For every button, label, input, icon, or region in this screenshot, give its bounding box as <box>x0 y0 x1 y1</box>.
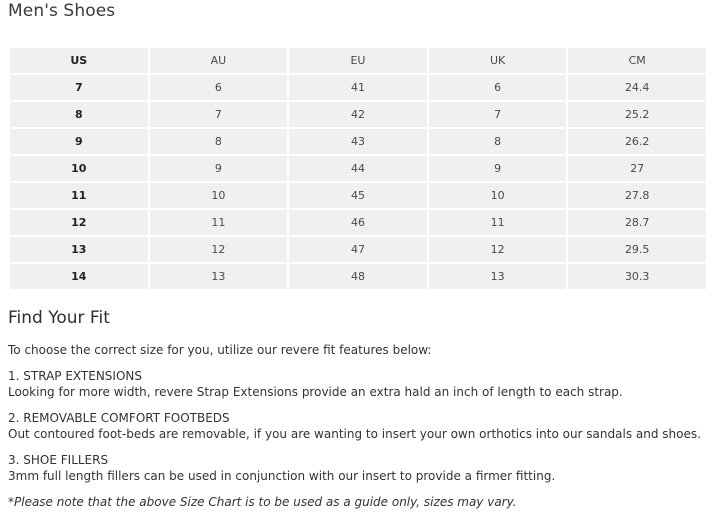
cell-eu: 44 <box>289 156 427 181</box>
cell-uk: 9 <box>429 156 567 181</box>
page-title: Men's Shoes <box>8 1 116 21</box>
table-row <box>10 237 706 262</box>
shoe-fillers-heading: 3. SHOE FILLERS <box>8 453 109 467</box>
cell-cm: 27.8 <box>568 183 706 208</box>
cell-uk: 6 <box>429 75 567 100</box>
comfort-footbeds-heading: 2. REMOVABLE COMFORT FOOTBEDS <box>8 411 230 425</box>
cell-eu: 46 <box>289 210 427 235</box>
cell-au: 8 <box>150 129 288 154</box>
cell-au: 11 <box>150 210 288 235</box>
table-row <box>10 264 706 289</box>
find-your-fit-heading: Find Your Fit <box>8 308 110 328</box>
table-row <box>10 210 706 235</box>
cell-us: 7 <box>10 75 148 100</box>
cell-cm: 24.4 <box>568 75 706 100</box>
cell-eu: 43 <box>289 129 427 154</box>
cell-cm: 25.2 <box>568 102 706 127</box>
cell-cm: 29.5 <box>568 237 706 262</box>
cell-eu: 47 <box>289 237 427 262</box>
size-chart-table <box>8 46 708 291</box>
cell-uk: 8 <box>429 129 567 154</box>
table-row <box>10 102 706 127</box>
comfort-footbeds-text: Out contoured foot-beds are removable, if you are wanting to insert your own orthotics into our sandals and shoes. <box>8 427 701 441</box>
shoe-fillers-text: 3mm full length fillers can be used in conjunction with our insert to provide a firmer fitting. <box>8 469 556 483</box>
cell-uk: 13 <box>429 264 567 289</box>
table-row <box>10 75 706 100</box>
cell-cm: 28.7 <box>568 210 706 235</box>
header-eu: EU <box>289 48 427 73</box>
table-row <box>10 129 706 154</box>
cell-eu: 42 <box>289 102 427 127</box>
strap-extensions-text: Looking for more width, revere Strap Extensions provide an extra hald an inch of length to each strap. <box>8 385 623 399</box>
cell-uk: 7 <box>429 102 567 127</box>
cell-uk: 12 <box>429 237 567 262</box>
cell-eu: 45 <box>289 183 427 208</box>
cell-us: 14 <box>10 264 148 289</box>
cell-au: 12 <box>150 237 288 262</box>
table-row <box>10 156 706 181</box>
cell-cm: 30.3 <box>568 264 706 289</box>
header-us: US <box>10 48 148 73</box>
header-cm: CM <box>568 48 706 73</box>
header-au: AU <box>150 48 288 73</box>
cell-au: 13 <box>150 264 288 289</box>
table-header-row <box>10 48 706 73</box>
cell-us: 10 <box>10 156 148 181</box>
cell-au: 10 <box>150 183 288 208</box>
cell-us: 9 <box>10 129 148 154</box>
table-row <box>10 183 706 208</box>
cell-eu: 41 <box>289 75 427 100</box>
cell-au: 6 <box>150 75 288 100</box>
fit-intro-text: To choose the correct size for you, utilize our revere fit features below: <box>8 343 432 357</box>
cell-au: 9 <box>150 156 288 181</box>
cell-eu: 48 <box>289 264 427 289</box>
header-uk: UK <box>429 48 567 73</box>
cell-uk: 10 <box>429 183 567 208</box>
cell-us: 8 <box>10 102 148 127</box>
cell-us: 12 <box>10 210 148 235</box>
cell-uk: 11 <box>429 210 567 235</box>
cell-cm: 26.2 <box>568 129 706 154</box>
size-chart-note: *Please note that the above Size Chart is to be used as a guide only, sizes may vary. <box>8 495 517 509</box>
cell-us: 13 <box>10 237 148 262</box>
strap-extensions-heading: 1. STRAP EXTENSIONS <box>8 369 142 383</box>
cell-au: 7 <box>150 102 288 127</box>
cell-cm: 27 <box>568 156 706 181</box>
cell-us: 11 <box>10 183 148 208</box>
